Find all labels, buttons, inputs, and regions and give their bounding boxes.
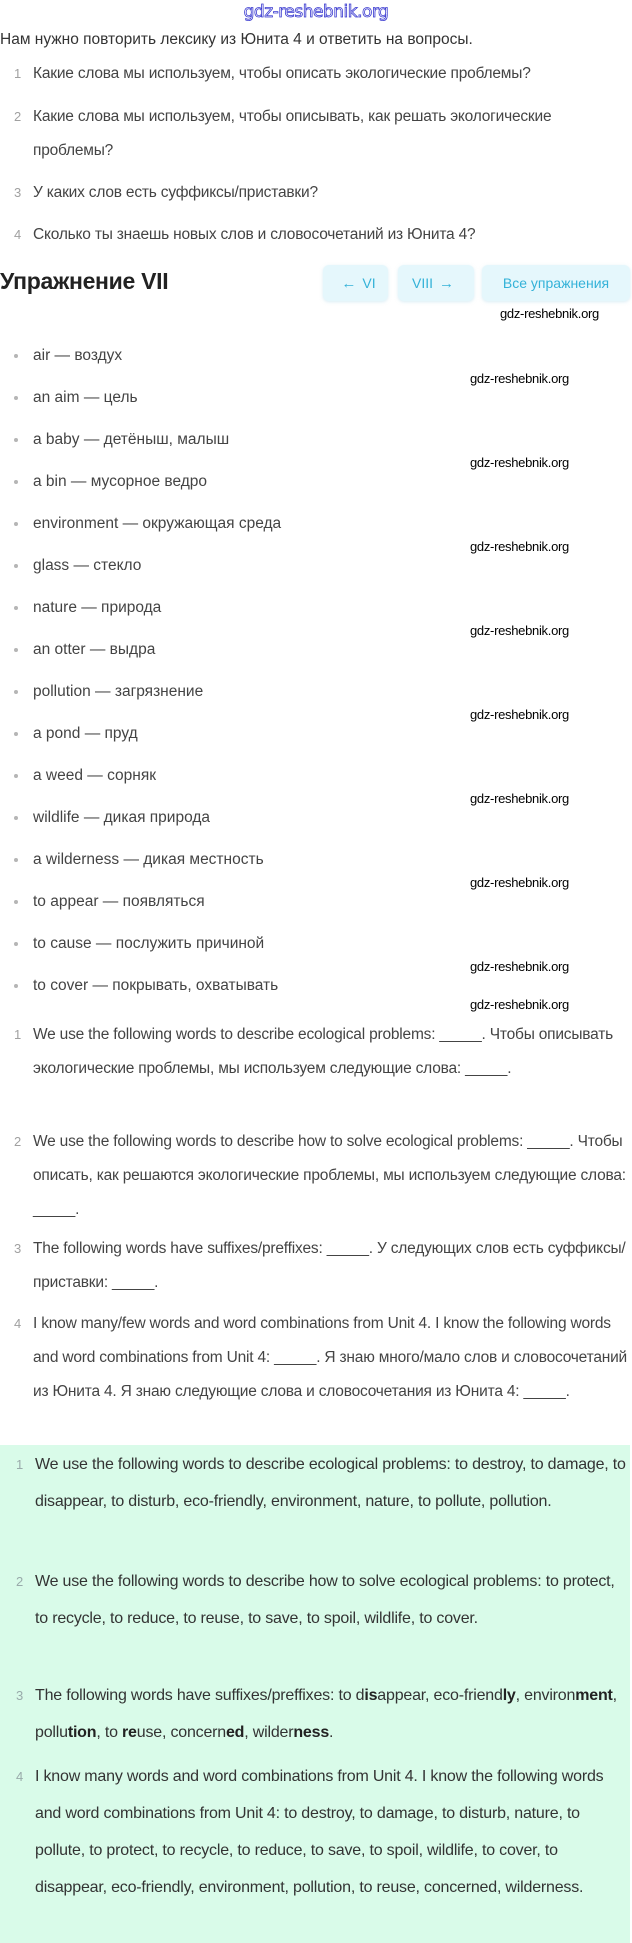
affix-highlight: ly (502, 1687, 516, 1704)
question-text: Какие слова мы используем, чтобы описать экологические проблемы? (33, 65, 531, 82)
watermark-text: gdz-reshebnik.org (470, 791, 569, 806)
arrow-right-icon: → (439, 274, 454, 292)
answer-text: I know many words and word combinations from Unit 4. I know the following words and word combinations from Unit 4: to destroy, to damage, to disturb, nature, to pollute, to protect, to recycle, to reduce, to save, to spoil, wildlife, to cover, to disappear, eco-friendly, environment, pollution, to reuse, concerned, wilderness. (35, 1768, 604, 1896)
question-number: 1 (14, 66, 22, 81)
watermark-text: gdz-reshebnik.org (470, 371, 569, 386)
question-number: 2 (14, 109, 22, 124)
site-watermark-top: gdz-reshebnik.org (243, 2, 389, 22)
vocabulary-text: a weed — сорняк (33, 767, 156, 784)
watermark-text: gdz-reshebnik.org (470, 875, 569, 890)
question-number: 3 (14, 185, 22, 200)
answer-text (35, 1677, 630, 1751)
next-exercise-button[interactable] (398, 265, 474, 301)
vocabulary-text: environment — окружающая среда (33, 515, 282, 532)
affix-highlight: re (122, 1724, 137, 1741)
watermark-text: gdz-reshebnik.org (500, 306, 599, 321)
template-text: We use the following words to describe ecological problems: _____. Чтобы описывать экологические проблемы, мы используем следующие слова: _____. (33, 1026, 614, 1077)
bullet-icon (14, 942, 18, 946)
all-exercises-label: Все упражнения (502, 275, 610, 291)
bullet-icon (14, 816, 18, 820)
answer-text-part: The following words have suffixes/preffixes: to d (35, 1687, 365, 1704)
vocabulary-text: pollution — загрязнение (33, 683, 204, 700)
vocabulary-text: an otter — выдра (33, 641, 156, 658)
bullet-icon (14, 354, 18, 358)
prev-exercise-label: VI (362, 275, 376, 291)
template-number: 3 (14, 1241, 22, 1256)
bullet-icon (14, 396, 18, 400)
vocabulary-text: to cover — покрывать, охватывать (33, 977, 279, 994)
bullet-icon (14, 480, 18, 484)
vocabulary-text: an aim — цель (33, 389, 138, 406)
vocabulary-text: air — воздух (33, 347, 123, 364)
bullet-icon (14, 606, 18, 610)
answer-number: 3 (16, 1688, 24, 1703)
template-number: 2 (14, 1134, 22, 1149)
template-text: I know many/few words and word combinations from Unit 4. I know the following words and word combinations from Unit 4: _____. Я знаю много/мало слов и словосочетаний из Юнита 4. Я знаю следующие слова и словосочетания из Юнита 4: _____. (33, 1315, 628, 1400)
bullet-icon (14, 732, 18, 736)
intro-text: Нам нужно повторить лексику из Юнита 4 и ответить на вопросы. (0, 31, 473, 48)
question-text: У каких слов есть суффиксы/приставки? (33, 184, 318, 201)
affix-highlight: ed (225, 1724, 245, 1741)
bullet-icon (14, 522, 18, 526)
affix-highlight: ness (293, 1724, 330, 1741)
next-exercise-label: VIII (411, 275, 433, 291)
question-text: Сколько ты знаешь новых слов и словосочетаний из Юнита 4? (33, 226, 476, 243)
affix-highlight: ment (575, 1687, 613, 1704)
question-number: 4 (14, 227, 22, 242)
answer-text: We use the following words to describe how to solve ecological problems: to protect, to recycle, to reduce, to reuse, to save, to spoil, wildlife, to cover. (35, 1573, 615, 1627)
template-text: We use the following words to describe how to solve ecological problems: _____. Чтобы описать, как решаются экологические проблемы, мы используем следующие слова: _____. (33, 1133, 626, 1218)
vocabulary-text: a baby — детёныш, малыш (33, 431, 230, 448)
affix-highlight: tion (67, 1724, 97, 1741)
watermark-text: gdz-reshebnik.org (470, 959, 569, 974)
template-text: The following words have suffixes/preffixes: _____. У следующих слов есть суффиксы/приставки: _____. (33, 1240, 626, 1291)
answer-text-part: . (329, 1724, 334, 1741)
bullet-icon (14, 648, 18, 652)
watermark-text: gdz-reshebnik.org (470, 455, 569, 470)
answer-text-part: , to (96, 1724, 123, 1741)
all-exercises-button[interactable] (482, 265, 630, 301)
answer-text-part: , environ (515, 1687, 576, 1704)
bullet-icon (14, 438, 18, 442)
vocabulary-text: a wilderness — дикая местность (33, 851, 264, 868)
template-number: 4 (14, 1316, 22, 1331)
bullet-icon (14, 900, 18, 904)
question-text: Какие слова мы используем, чтобы описывать, как решать экологические проблемы? (33, 108, 552, 159)
watermark-text: gdz-reshebnik.org (470, 997, 569, 1012)
template-number: 1 (14, 1027, 22, 1042)
watermark-text: gdz-reshebnik.org (470, 539, 569, 554)
bullet-icon (14, 774, 18, 778)
vocabulary-text: nature — природа (33, 599, 162, 616)
answer-number: 1 (16, 1457, 24, 1472)
vocabulary-text: to cause — послужить причиной (33, 935, 265, 952)
arrow-left-icon: ← (341, 274, 357, 292)
vocabulary-text: to appear — появляться (33, 893, 205, 910)
vocabulary-text: wildlife — дикая природа (33, 809, 211, 826)
answer-text-part: , pollu (35, 1687, 617, 1741)
answer-text-part: use, concern (136, 1724, 226, 1741)
answer-text: We use the following words to describe ecological problems: to destroy, to damage, to disappear, to disturb, eco-friendly, environment, nature, to pollute, pollution. (35, 1456, 626, 1510)
vocabulary-text: glass — стекло (33, 557, 142, 574)
answer-number: 4 (16, 1769, 24, 1784)
watermark-text: gdz-reshebnik.org (470, 707, 569, 722)
vocabulary-text: a pond — пруд (33, 725, 138, 742)
answer-text-part: , wilder (244, 1724, 294, 1741)
affix-highlight: is (364, 1687, 378, 1704)
bullet-icon (14, 564, 18, 568)
vocabulary-text: a bin — мусорное ведро (33, 473, 208, 490)
answer-text-part: appear, eco-friend (377, 1687, 503, 1704)
exercise-title: Упражнение VII (0, 268, 169, 294)
watermark-text: gdz-reshebnik.org (470, 623, 569, 638)
answer-number: 2 (16, 1574, 24, 1589)
bullet-icon (14, 984, 18, 988)
answers-box (0, 1445, 630, 1943)
prev-exercise-button[interactable] (323, 265, 388, 301)
bullet-icon (14, 858, 18, 862)
bullet-icon (14, 690, 18, 694)
